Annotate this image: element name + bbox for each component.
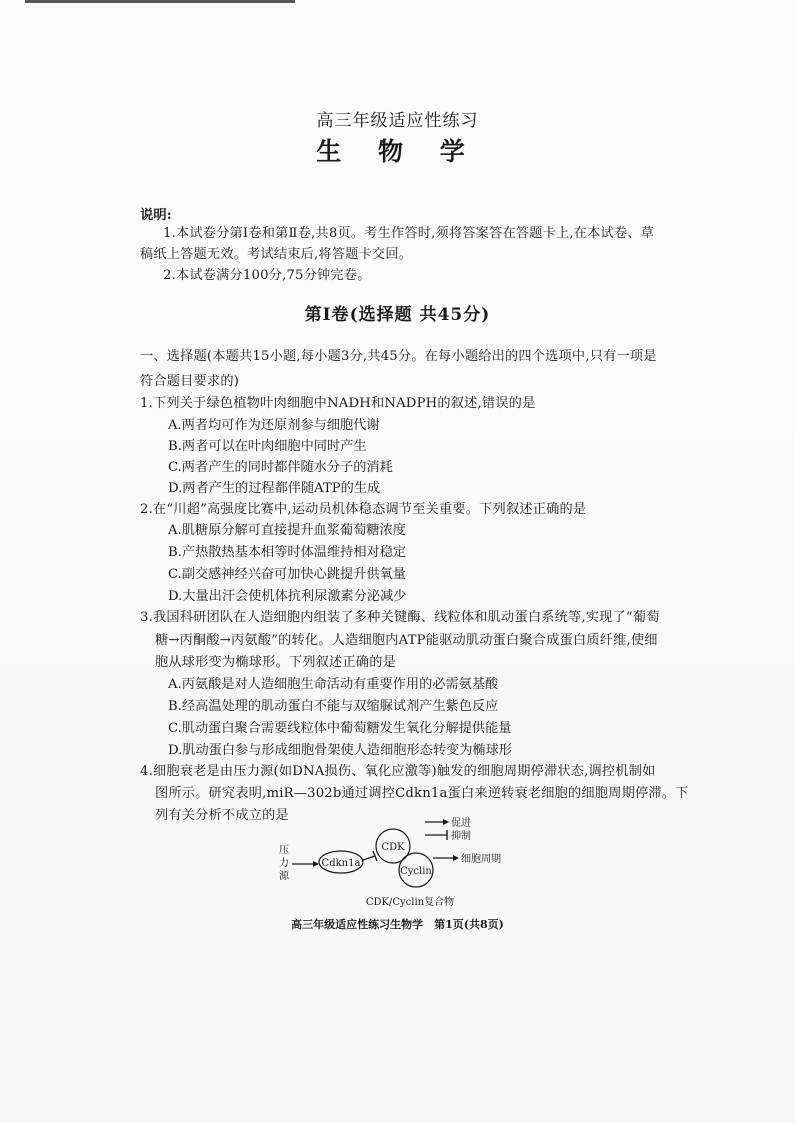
cell-cycle-regulation-diagram [275, 812, 515, 912]
legend-inhibit-label: 抑制 [451, 831, 471, 842]
question-4-stem-line-1: 4.细胞衰老是由压力源(如DNA损伤、氧化应激等)触发的细胞周期停滞状态,调控机制如 [140, 764, 656, 779]
question-1-option-c: C.两者产生的同时都伴随水分子的消耗 [168, 460, 393, 475]
legend-promote [425, 816, 471, 829]
question-1-option-b: B.两者可以在叶肉细胞中同时产生 [168, 439, 367, 454]
question-2-stem: 2.在“川超”高强度比赛中,运动员机体稳态调节至关重要。下列叙述正确的是 [140, 502, 587, 517]
legend-promote-label: 促进 [451, 818, 471, 829]
question-4-stem-line-3: 列有关分析不成立的是 [155, 808, 289, 823]
question-1-stem: 1.下列关于绿色植物叶肉细胞中NADH和NADPH的叙述,错误的是 [140, 396, 536, 411]
question-2-option-b: B.产热散热基本相等时体温维持相对稳定 [168, 545, 407, 560]
question-3-stem-line-3: 胞从球形变为椭球形。下列叙述正确的是 [155, 655, 396, 670]
stress-label-1: 压 [279, 845, 289, 856]
section-intro-line-1: 一、选择题(本题共15小题,每小题3分,共45分。在每小题给出的四个选项中,只有一项是 [140, 349, 657, 364]
question-2-option-c: C.副交感神经兴奋可加快心跳提升供氧量 [168, 567, 406, 582]
question-3-stem-line-2: 糖→丙酮酸→丙氨酸”的转化。人造细胞内ATP能驱动肌动蛋白聚合成蛋白质纤维,使细 [155, 633, 658, 648]
stress-label-2: 力 [279, 858, 289, 869]
section-intro-line-2: 符合题目要求的) [140, 374, 240, 389]
cdk-label: CDK [381, 842, 405, 853]
cyclin-label: Cyclin [400, 866, 432, 877]
question-2-option-a: A.肌糖原分解可直接提升血浆葡萄糖浓度 [168, 523, 406, 538]
question-3-option-c: C.肌动蛋白聚合需要线粒体中葡萄糖发生氧化分解提供能量 [168, 721, 512, 736]
instruction-item-1-line-1: 1.本试卷分第Ⅰ卷和第Ⅱ卷,共8页。考生作答时,须将答案答在答题卡上,在本试卷、草 [163, 226, 655, 241]
scan-edge-line [25, 0, 295, 3]
question-3-option-d: D.肌动蛋白参与形成细胞骨架使人造细胞形态转变为椭球形 [168, 743, 512, 758]
cdkn1a-label: Cdkn1a [321, 858, 361, 869]
exam-subtitle: 高三年级适应性练习 [316, 111, 479, 131]
instruction-item-1-line-2: 稿纸上答题无效。考试结束后,将答题卡交回。 [140, 247, 413, 262]
question-4-stem-line-2: 图所示。研究表明,miR—302b通过调控Cdkn1a蛋白来逆转衰老细胞的细胞周期停滞。下 [155, 786, 689, 801]
complex-caption: CDK/Cyclin复合物 [365, 897, 455, 908]
legend-inhibit [425, 829, 471, 842]
exam-title: 生 物 学 [316, 137, 479, 166]
question-2-option-d: D.大量出汗会使机体抗利尿激素分泌减少 [168, 589, 407, 604]
instruction-item-2: 2.本试卷满分100分,75分钟完卷。 [163, 268, 371, 283]
cdkn1a-inhibit-line [363, 856, 375, 860]
cell-cycle-label: 细胞周期 [461, 854, 501, 865]
page-footer: 高三年级适应性练习生物学 第1页(共8页) [291, 918, 504, 931]
instructions-label: 说明: [140, 208, 172, 223]
stress-label-3: 源 [279, 871, 289, 882]
question-3-option-a: A.丙氨酸是对人造细胞生命活动有重要作用的必需氨基酸 [168, 677, 499, 692]
section-title: 第Ⅰ卷(选择题 共45分) [304, 305, 491, 325]
question-3-stem-line-1: 3.我国科研团队在人造细胞内组装了多种关键酶、线粒体和肌动蛋白系统等,实现了“葡萄 [140, 610, 660, 625]
question-1-option-a: A.两者均可作为还原剂参与细胞代谢 [168, 418, 380, 433]
question-1-option-d: D.两者产生的过程都伴随ATP的生成 [168, 481, 381, 496]
question-3-option-b: B.经高温处理的肌动蛋白不能与双缩脲试剂产生紫色反应 [168, 699, 499, 714]
